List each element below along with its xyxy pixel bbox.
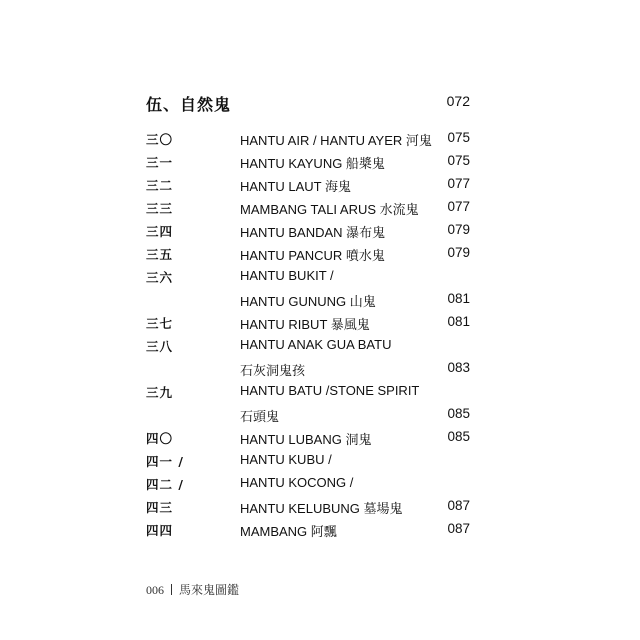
toc-entry-number: 四三	[146, 500, 174, 515]
toc-row	[146, 266, 472, 289]
toc-entry-number: 四四	[146, 523, 174, 538]
toc-entry-number: 三二	[146, 178, 174, 193]
toc-entry-number: 三七	[146, 316, 174, 331]
toc-entry-page: 081	[447, 291, 470, 306]
footer-separator	[171, 584, 172, 595]
toc-row	[146, 151, 472, 174]
toc-row	[146, 289, 472, 312]
toc-entry-title: HANTU LAUT 海鬼	[240, 179, 351, 194]
section-page-number: 072	[446, 93, 470, 109]
toc-row	[146, 427, 472, 450]
toc-entry-number: 三六	[146, 270, 174, 285]
toc-entry-page: 075	[447, 130, 470, 145]
toc-entry-page: 087	[447, 521, 470, 536]
toc-entry-number: 三四	[146, 224, 174, 239]
page-footer	[146, 581, 239, 598]
footer-book-title: 馬來鬼圖鑑	[179, 583, 240, 597]
toc-row	[146, 473, 472, 496]
toc-entry-page: 085	[447, 429, 470, 444]
toc-entry-page: 083	[447, 360, 470, 375]
section-title: 伍、自然鬼	[146, 95, 232, 114]
toc-entry-title: MAMBANG TALI ARUS 水流鬼	[240, 202, 419, 217]
toc-entry-title: HANTU AIR / HANTU AYER 河鬼	[240, 133, 432, 148]
toc-row	[146, 220, 472, 243]
toc-entry-page: 085	[447, 406, 470, 421]
toc-entry-page: 077	[447, 176, 470, 191]
toc-entry-number: 四二 /	[146, 477, 184, 492]
table-of-contents	[146, 128, 472, 542]
toc-row	[146, 197, 472, 220]
toc-row	[146, 335, 472, 358]
toc-row	[146, 450, 472, 473]
toc-row	[146, 128, 472, 151]
toc-entry-page: 079	[447, 222, 470, 237]
toc-entry-number: 三九	[146, 385, 174, 400]
toc-entry-title: 石頭鬼	[240, 409, 280, 424]
toc-entry-page: 077	[447, 199, 470, 214]
section-heading	[146, 92, 472, 116]
toc-row	[146, 496, 472, 519]
toc-entry-title: HANTU KAYUNG 船槳鬼	[240, 156, 385, 171]
footer-page-number: 006	[146, 583, 164, 597]
toc-row	[146, 243, 472, 266]
toc-entry-title: HANTU KUBU /	[240, 452, 332, 467]
toc-entry-page: 081	[447, 314, 470, 329]
toc-entry-title: HANTU KELUBUNG 墓場鬼	[240, 501, 403, 516]
toc-entry-title: HANTU RIBUT 暴風鬼	[240, 317, 370, 332]
toc-entry-title: 石灰洞鬼孩	[240, 363, 306, 378]
toc-row	[146, 358, 472, 381]
toc-entry-title: HANTU BATU /STONE SPIRIT	[240, 383, 420, 398]
toc-entry-number: 三五	[146, 247, 174, 262]
toc-entry-title: HANTU PANCUR 噴水鬼	[240, 248, 385, 263]
toc-entry-number: 四〇	[146, 431, 174, 446]
toc-entry-page: 079	[447, 245, 470, 260]
toc-row	[146, 174, 472, 197]
toc-entry-page: 087	[447, 498, 470, 513]
toc-entry-title: HANTU KOCONG /	[240, 475, 354, 490]
toc-entry-title: HANTU BUKIT /	[240, 268, 334, 283]
toc-row	[146, 381, 472, 404]
toc-entry-page: 075	[447, 153, 470, 168]
toc-row	[146, 519, 472, 542]
toc-row	[146, 404, 472, 427]
toc-entry-title: HANTU LUBANG 洞鬼	[240, 432, 372, 447]
toc-entry-title: HANTU BANDAN 瀑布鬼	[240, 225, 386, 240]
toc-entry-title: MAMBANG 阿飄	[240, 524, 337, 539]
toc-entry-number: 四一 /	[146, 454, 184, 469]
toc-row	[146, 312, 472, 335]
toc-entry-number: 三八	[146, 339, 174, 354]
toc-entry-title: HANTU GUNUNG 山鬼	[240, 294, 376, 309]
toc-entry-title: HANTU ANAK GUA BATU	[240, 337, 392, 352]
toc-entry-number: 三三	[146, 201, 174, 216]
toc-entry-number: 三一	[146, 155, 174, 170]
toc-entry-number: 三〇	[146, 132, 174, 147]
